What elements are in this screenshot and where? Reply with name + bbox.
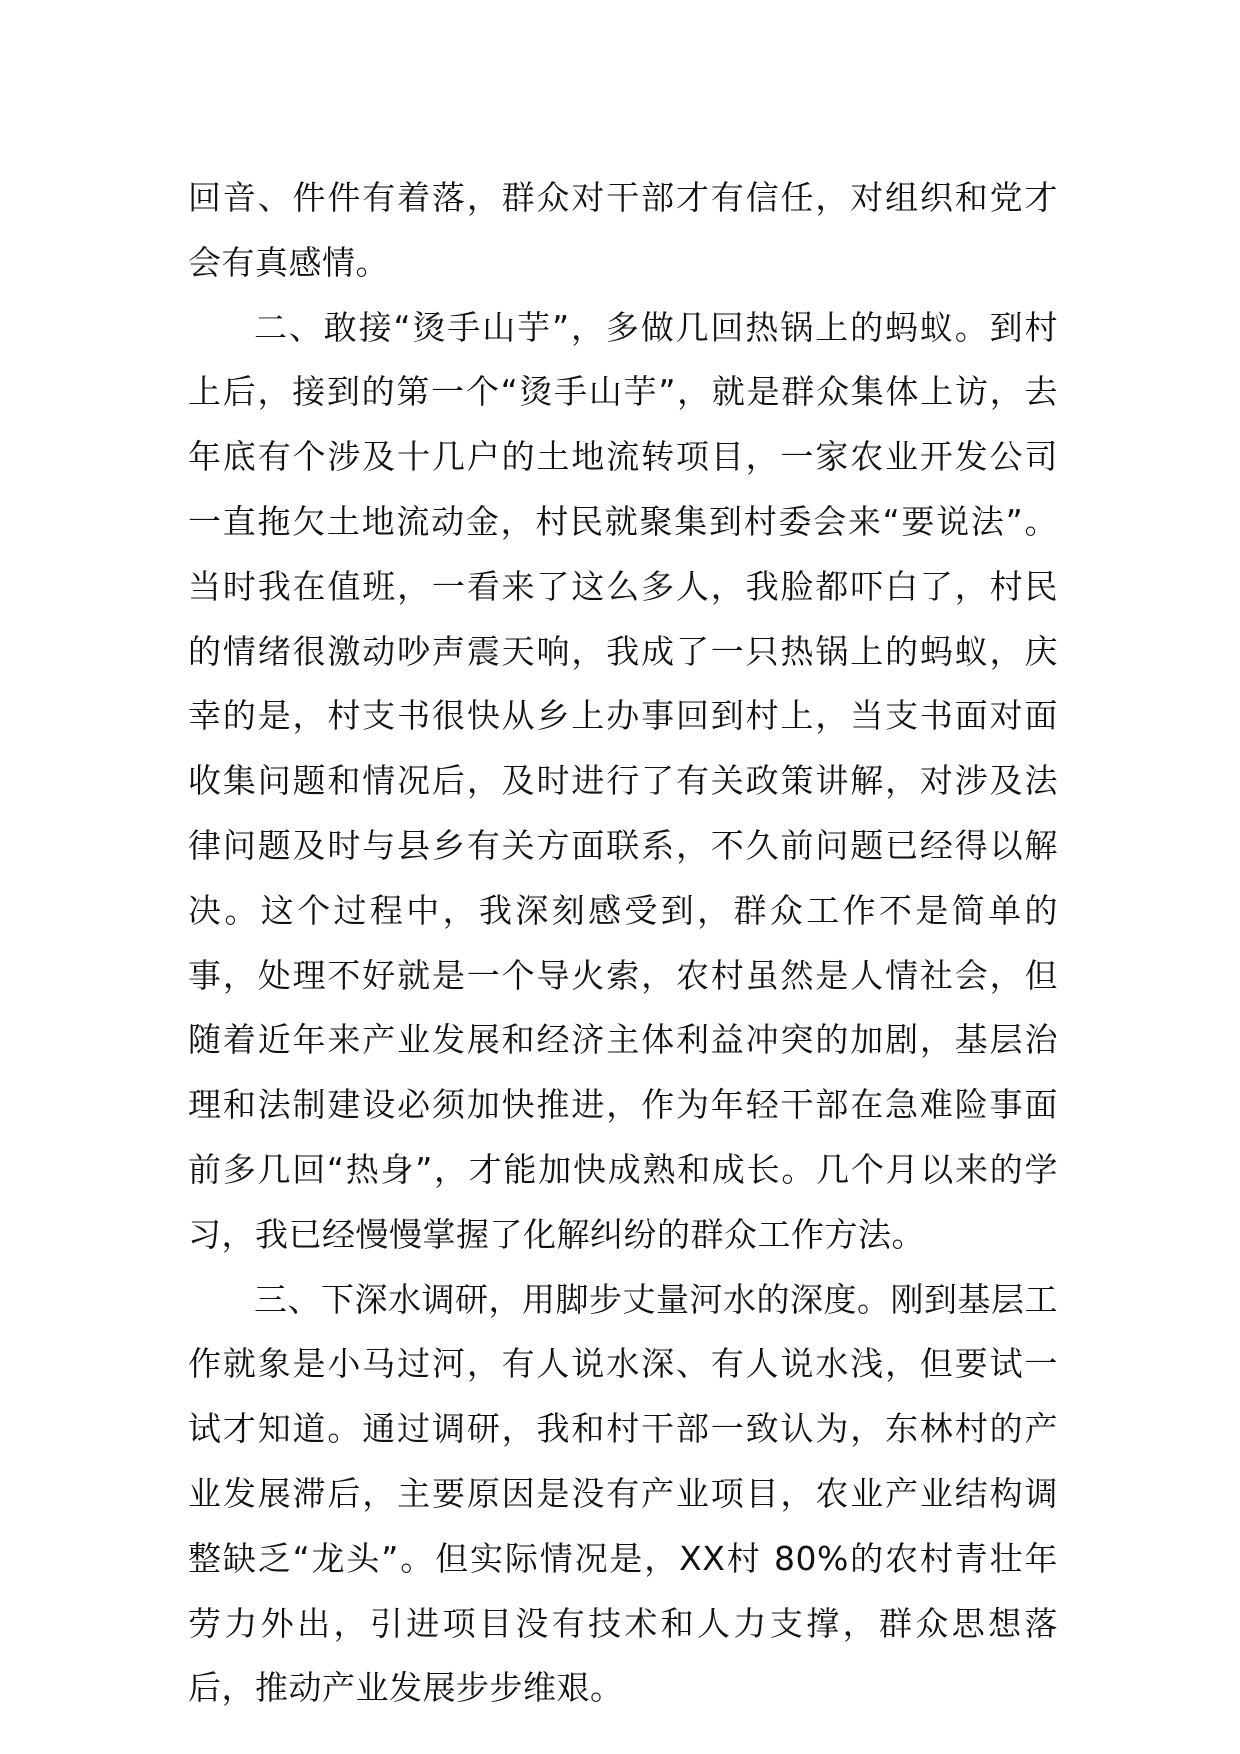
paragraph-section-two: 二、敢接“烫手山芋”，多做几回热锅上的蚂蚁。到村上后，接到的第一个“烫手山芋”，就是群众集体上访，去年底有个涉及十几户的土地流转项目，一家农业开发公司一直拖欠土地流动金，村民就聚集到村委会来“要说法”。当时我在值班，一看来了这么多人，我脸都吓白了，村民的情绪很激动吵声震天响，我成了一只热锅上的蚂蚁，庆幸的是，村支书很快从乡上办事回到村上，当支书面对面收集问题和情况后，及时进行了有关政策讲解，对涉及法律问题及时与县乡有关方面联系，不久前问题已经得以解决。这个过程中，我深刻感受到，群众工作不是简单的事，处理不好就是一个导火索，农村虽然是人情社会，但随着近年来产业发展和经济主体利益冲突的加剧，基层治理和法制建设必须加快推进，作为年轻干部在急难险事面前多几回“热身”，才能加快成熟和成长。几个月以来的学习，我已经慢慢掌握了化解纠纷的群众工作方法。: [188, 307, 1058, 1254]
paragraph-section-three: 三、下深水调研，用脚步丈量河水的深度。刚到基层工作就象是小马过河，有人说水深、有人说水浅，但要试一试才知道。通过调研，我和村干部一致认为，东林村的产业发展滞后，主要原因是没有产业项目，农业产业结构调整缺乏“龙头”。但实际情况是，XX村 80%的农村青壮年劳力外出，引进项目没有技术和人力支撑，群众思想落后，推动产业发展步步维艰。: [188, 1279, 1058, 1708]
paragraph-continuation: 回音、件件有着落，群众对干部才有信任，对组织和党才会有真感情。: [188, 178, 1058, 282]
document-body: [188, 166, 1058, 1721]
